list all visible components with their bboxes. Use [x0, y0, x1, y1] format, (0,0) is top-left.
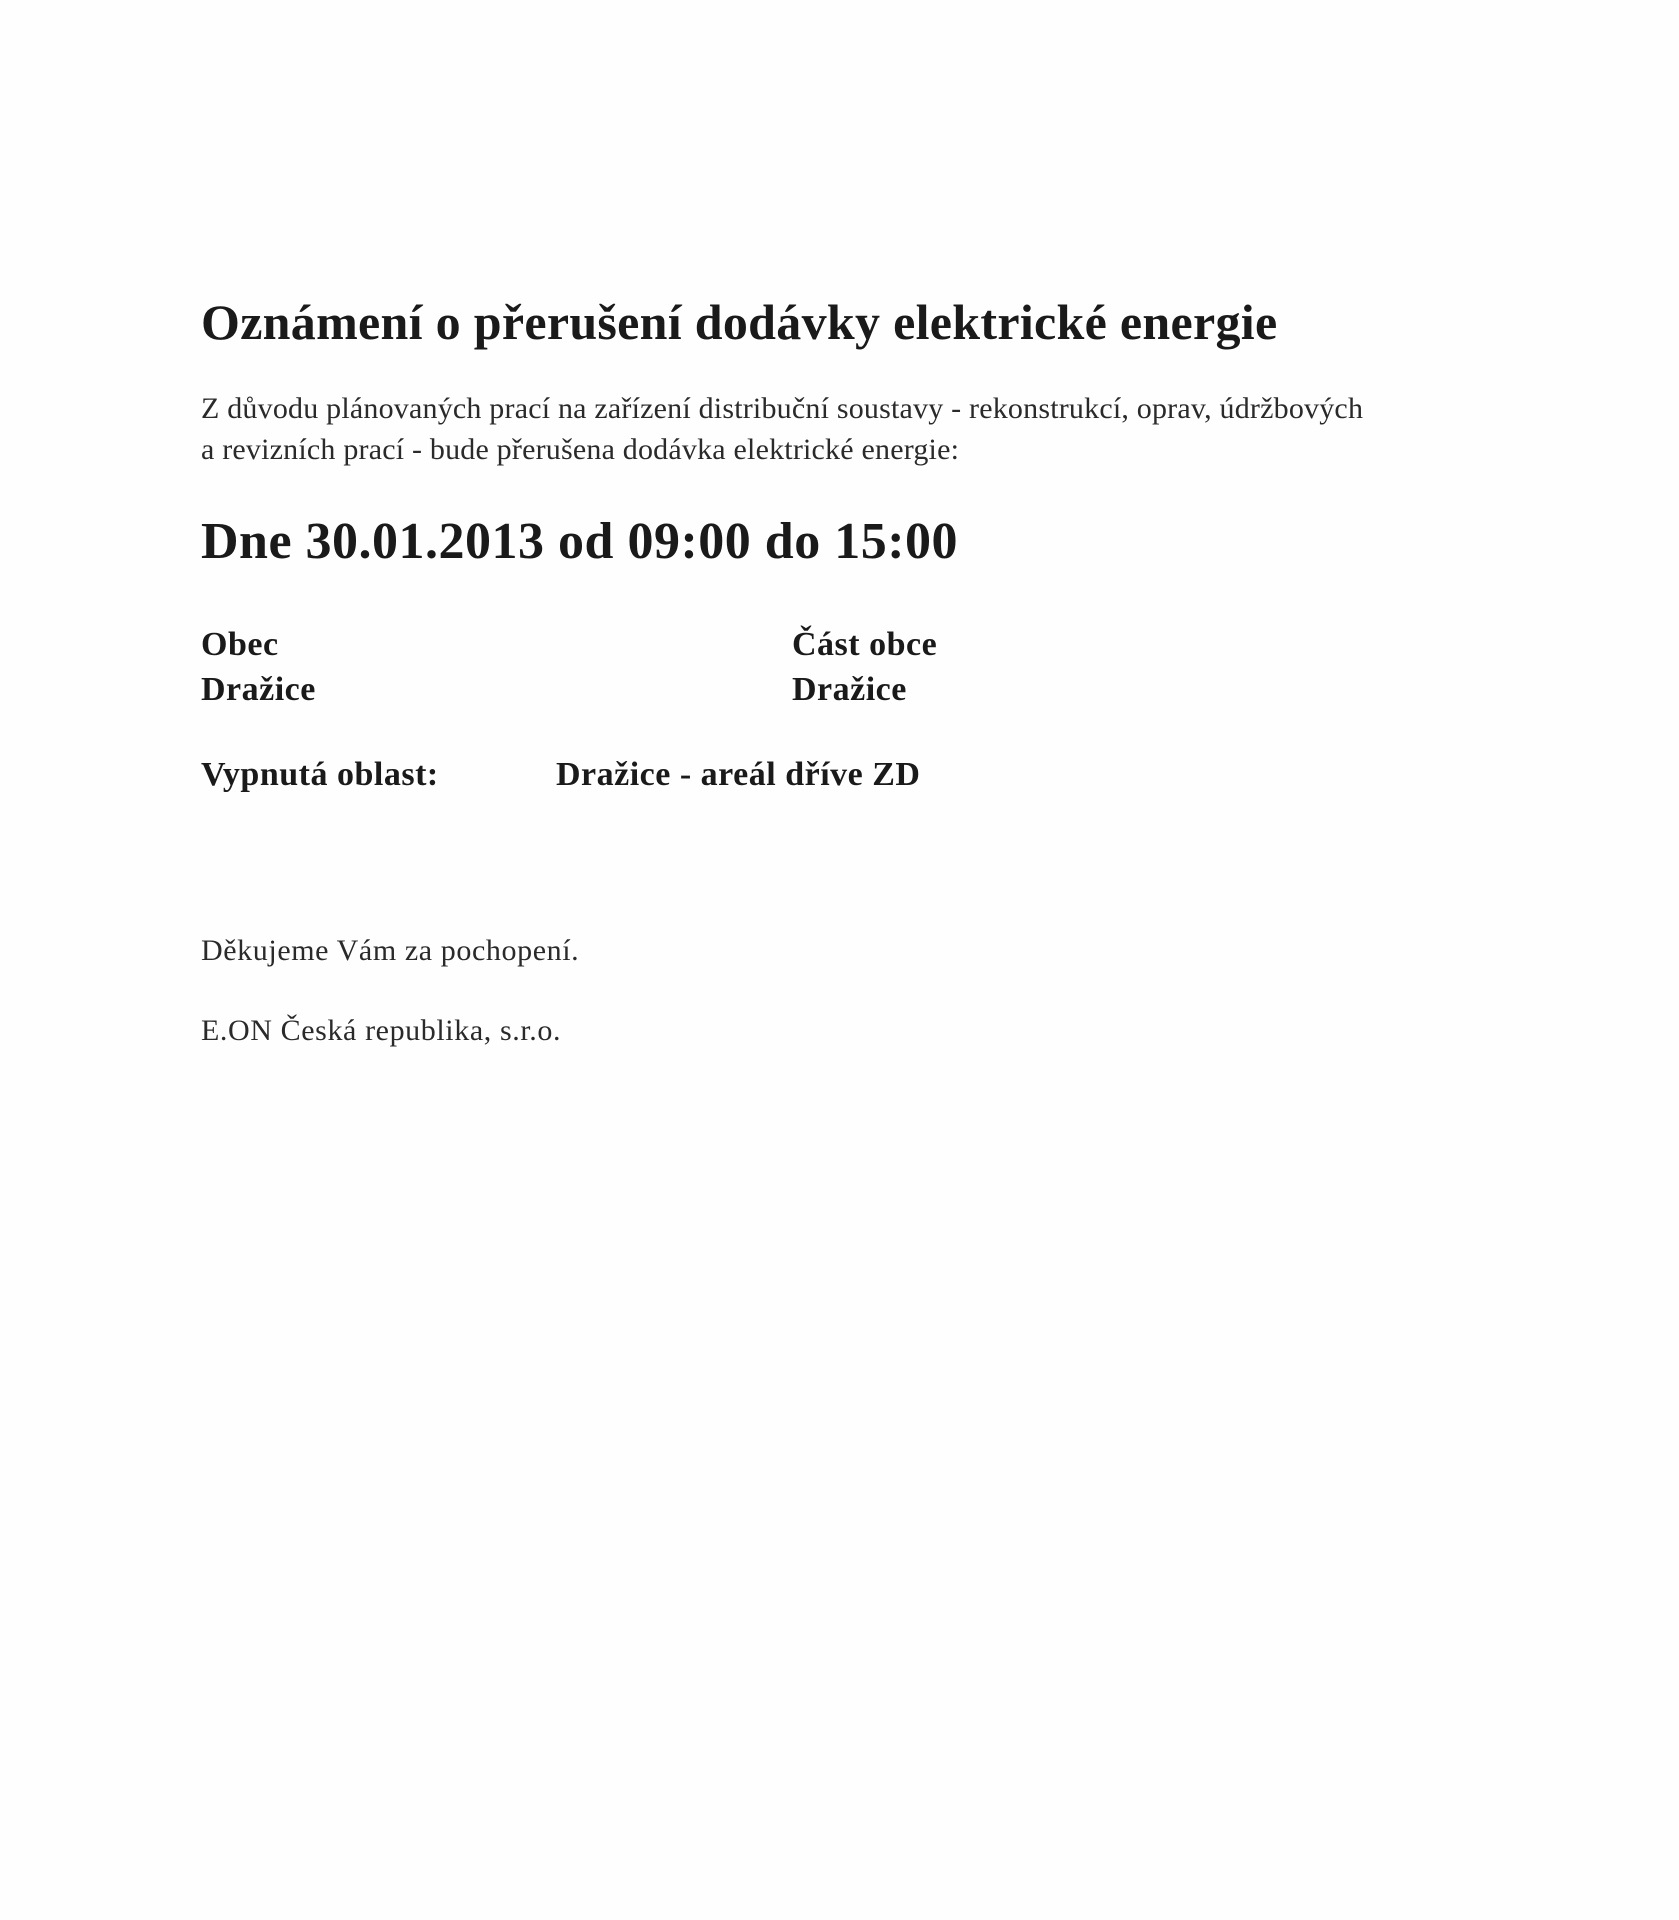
outage-date-time: Dne 30.01.2013 od 09:00 do 15:00: [201, 513, 959, 570]
intro-line: Z důvodu plánovaných prací na zařízení distribuční soustavy - rekonstrukcí, oprav, údržbových: [201, 392, 1364, 425]
affected-area-label: Vypnutá oblast:: [201, 756, 439, 793]
intro-paragraph: [201, 388, 1501, 470]
municipality-block: [201, 622, 316, 712]
municipality-part-label: Část obce: [792, 626, 938, 663]
municipality-value: Dražice: [201, 671, 316, 708]
municipality-label: Obec: [201, 626, 279, 663]
notice-title: Oznámení o přerušení dodávky elektrické energie: [201, 294, 1278, 350]
intro-line: a revizních prací - bude přerušena dodávka elektrické energie:: [201, 433, 960, 466]
thanks-text: Děkujeme Vám za pochopení.: [201, 934, 580, 967]
municipality-part-block: [792, 622, 937, 712]
affected-area-value: Dražice - areál dříve ZD: [556, 756, 921, 793]
municipality-part-value: Dražice: [792, 671, 907, 708]
company-signature: E.ON Česká republika, s.r.o.: [201, 1014, 562, 1047]
